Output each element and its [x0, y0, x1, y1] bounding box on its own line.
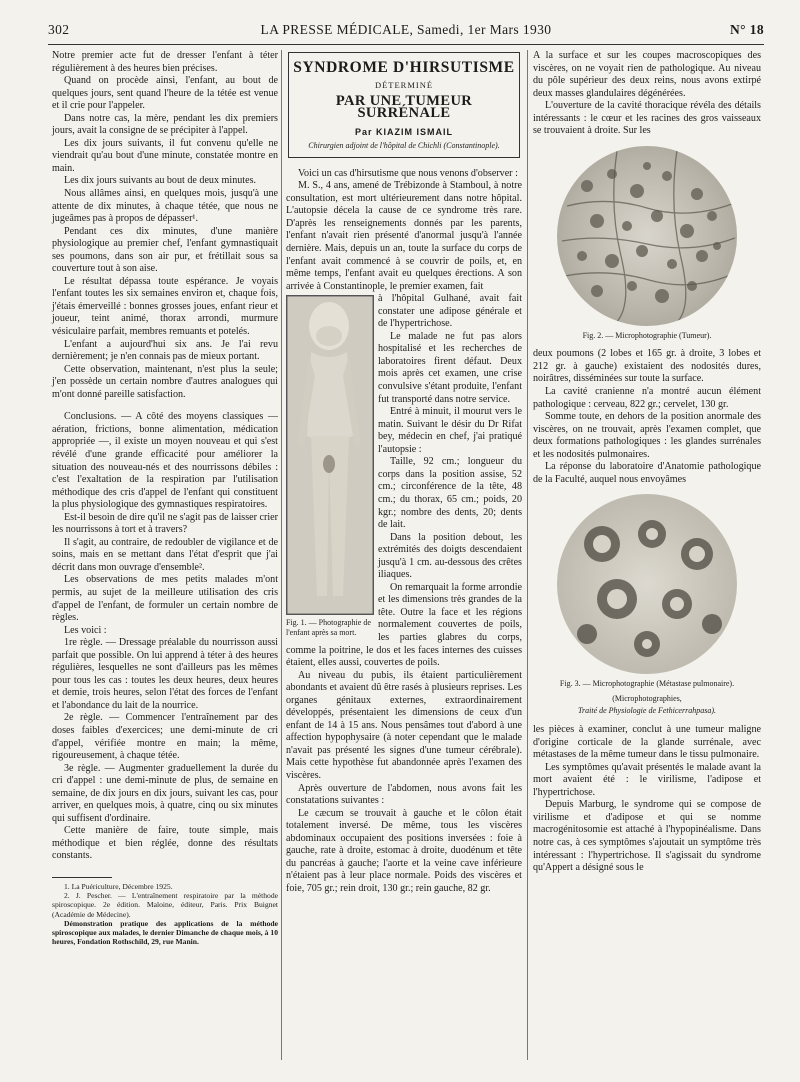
paragraph: Le malade ne fut pas alors hospitalisé et les recherches de laboratoires firent défaut. Deux mois après cet examen, une crise convulsive s'étant produite, l'enfant fut transporté dans notre service. — [378, 330, 522, 405]
paragraph: Voici un cas d'hirsutisme que nous venons d'observer : — [298, 167, 518, 179]
article-title-determined: DÉTERMINÉ — [374, 80, 434, 90]
rule-paragraph: 2e règle. — Commencer l'entraînement par des doses faibles d'exercices; une demi-minute de cri d'appel, vérifiée montre en main; la même, rigoureusement, à chaque tétée. — [52, 712, 278, 762]
figure-2-caption: Fig. 2. — Microphotographie (Tumeur). — [582, 330, 712, 340]
column-2 — [286, 50, 522, 895]
paragraph: Nous allâmes ainsi, en quelques mois, jusqu'à une attente de dix minutes, à chaque tétée, que nous ne jugeâmes pas à propos de dépasser¹. — [52, 188, 278, 225]
journal-title: LA PRESSE MÉDICALE, Samedi, 1er Mars 1930 — [260, 22, 552, 37]
footnote: 2. J. Pescher. — L'entraînement respiratoire par la méthode spiroscopique. 2e édition. Maloine, éditeur, Paris. Prix Buignet (Académie de Médecine). — [52, 891, 278, 919]
paragraph: L'enfant a aujourd'hui six ans. Je l'ai revu dernièrement; je n'en connais pas de mieux portant. — [52, 338, 278, 363]
paragraph: les pièces à examiner, conclut à une tumeur maligne d'origine corticale de la glande surrénale, avec métastases de la même tumeur dans le tissu pulmonaire. — [533, 724, 761, 761]
rule-paragraph: 3e règle. — Augmenter graduellement la durée du cri d'appel : une demi-minute de plus, de semaine en semaine, de dix jours en dix jours, suivant les cas, pour arriver, en quelques mois, à quatre, cinq ou six minutes qui suffisent d'ordinaire. — [52, 762, 278, 824]
micrograph-tumor — [557, 146, 737, 326]
paragraph: La cavité cranienne n'a montré aucun élément pathologique : cerveau, 822 gr.; cervelet, 130 gr. — [533, 386, 761, 410]
article-byline: Par KIAZIM ISMAIL — [354, 126, 453, 137]
paragraph: Cette observation, maintenant, n'est plus la seule; j'en possède un certain nombre d'autres analogues qui m'ont donné pareille satisfaction. — [52, 363, 278, 400]
paragraph: Est-il besoin de dire qu'il ne s'agit pas de laisser crier les nourrissons à tort et à travers? — [52, 511, 278, 536]
page-header — [48, 22, 764, 44]
paragraph: Notre premier acte fut de dresser l'enfant à téter régulièrement à des heures bien précises. — [52, 50, 278, 74]
figure-3-credit: (Microphotographies, — [612, 693, 682, 703]
paragraph: Au niveau du pubis, ils étaient particulièrement abondants et avaient dû être rasés à plusieurs reprises. Les organes génitaux externes, extraordinairement développés, présentaient les dimensions de ceux d'un enfant de 14 à 15 ans. Nous pensâmes tout d'abord à une affection hypophysaire (à noter cependant que le malade n'avait pas présenté les signes d'une tumeur cérébrale). Mais cette hypothèse fut abandonnée après l'examen des viscères. — [286, 669, 522, 781]
paragraph: Il s'agit, au contraire, de redoubler de vigilance et de soins, mais en se mettant dans l'état d'esprit que j'ai décrit dans mon ouvrage d'ensemble². — [52, 536, 278, 573]
column-divider — [527, 50, 528, 1060]
paragraph: Dans notre cas, la mère, pendant les dix premiers jours, avait la consigne de se précipiter à l'appel. — [52, 112, 278, 137]
footnote-note: Démonstration pratique des applications de la méthode spiroscopique aux malades, le dernier Dimanche de chaque mois, à 10 heures, Fondation Rothschild, 29, rue Manin. — [52, 918, 278, 947]
paragraph: Pendant ces dix minutes, d'une manière physiologique au premier chef, l'enfant gymnastiquait ses poumons, dans son air pur, et frétillait sous sa couverture tout à son aise. — [52, 225, 278, 275]
paragraph: Les observations de mes petits malades m'ont permis, au sujet de la meilleure utilisation des cris d'appel de l'enfant, de formuler un certain nombre de règles. — [52, 574, 278, 624]
footnote: 1. La Puériculture, Décembre 1925. — [64, 882, 173, 891]
paragraph: Les dix jours suivants, il fut convenu qu'elle ne viendrait qu'au bout d'une minute, constatée montre en main. — [52, 137, 278, 174]
paragraph: Les dix jours suivants au bout de deux minutes. — [64, 175, 257, 187]
header-rule — [48, 44, 764, 45]
paragraph: Taille, 92 cm.; longueur du corps dans la position assise, 52 cm.; circonférence de la tête, 48 cm.; du thorax, 65 cm.; poids, 20 kgr.; nombre des dents, 20; dents de lait. — [378, 456, 522, 531]
paragraph: Le résultat dépassa toute espérance. Je voyais l'enfant toutes les six semaines environ et, chaque fois, j'étais émerveillé : bonnes grosses joues, enfant rieur et joueur, teint animé, thorax arrondi, murmure vésiculaire parfait, membres remuants et potelés. — [52, 275, 278, 338]
paragraph: deux poumons (2 lobes et 165 gr. à droite, 3 lobes et 212 gr. à gauche) existaient des nodosités dures, noirâtres, disséminées sur toute la surface. — [533, 348, 761, 385]
article-title-box — [288, 52, 520, 158]
conclusions-paragraph: Conclusions. — A côté des moyens classiques — aération, frictions, bonne alimentation, médication appropriée —, il existe un moyen nouveau et qui s'est révélé d'une grande efficacité pour améliorer la situation des nouveau-nés et des nourrissons débiles : c'est l'exaltation de la respiration par l'utilisation méthodique des cris d'appel de l'enfant qui constituent la plus physiologique des gymnastiques respiratoires. — [52, 411, 278, 511]
footnote-rule — [52, 877, 112, 878]
paragraph: Entré à minuit, il mourut vers le matin. Suivant le désir du Dr Rifat bey, médecin en chef, j'ai pratiqué l'autopsie : — [378, 406, 522, 455]
paragraph: Somme toute, en dehors de la position anormale des viscères, on ne trouvait, après l'examen complet, que deux formations pathologiques : les glandes surrénales et les nodosités pulmonaires. — [533, 411, 761, 460]
page-number: 302 — [48, 22, 70, 37]
column-3 — [533, 50, 761, 875]
column-divider — [281, 50, 282, 1060]
paragraph: On remarquait la forme arrondie et les dimensions très grandes de la tête. Outre la face et les régions normalement couvertes de poils, les parties glabres du corps, comme la poitrine, le dos et les faces internes des cuisses étaient, elles aussi, couvertes de poils. — [286, 581, 522, 669]
paragraph: à l'hôpital Gulhané, avait fait constater une adipose générale et de l'hypertrichose. — [378, 293, 522, 330]
article-title-line2: PAR UNE TUMEUR SURRÉNALE — [335, 92, 473, 122]
paragraph: Le cæcum se trouvait à gauche et le côlon était totalement inversé. De même, tous les viscères abdominaux occupaient des positions inversées : foie à gauche, rate à droite, estomac à droite, duodénum et tête du pancréas à gauche; l'aorte et la veine cave inférieure n'étaient pas à leur place normale. Poids des viscères et foie, 705 gr.; rein droit, 130 gr.; rein gauche, 82 gr. — [286, 807, 522, 894]
paragraph: A la surface et sur les coupes macroscopiques des viscères, on ne voyait rien de pathologique. Au niveau du pôle supérieur des deux reins, nous avons extirpé deux masses glandulaires dégénérées. — [533, 50, 761, 99]
child-photograph — [286, 295, 374, 615]
micrograph-metastasis — [557, 494, 737, 674]
article-affiliation: Chirurgien adjoint de l'hôpital de Chichli (Constantinople). — [308, 141, 500, 151]
figure-3-caption: Fig. 3. — Microphotographie (Métastase pulmonaire). — [559, 679, 735, 689]
paragraph: Quand on procède ainsi, l'enfant, au bout de quelques jours, sent quand l'heure de la tétée est venue et il crie pour l'appeler. — [52, 75, 278, 112]
issue-number: N° 18 — [729, 22, 764, 37]
paragraph: Dans la position debout, les extrémités des doigts descendaient jusqu'à 1 cm. au-dessous des crêtes iliaques. — [378, 531, 522, 581]
column-1 — [52, 50, 278, 946]
article-title-line1: SYNDROME D'HIRSUTISME — [293, 59, 515, 76]
paragraph: Cette manière de faire, toute simple, mais méthodique et bien réglée, donne des résultats constants. — [52, 825, 278, 862]
paragraph: Après ouverture de l'abdomen, nous avons fait les constatations suivantes : — [286, 782, 522, 807]
figure-1-caption: Fig. 1. — Photographie de l'enfant après sa mort. — [286, 618, 371, 637]
paragraph: Les symptômes qu'avait présentés le malade avant la mort avaient été : le virilisme, l'adipose et l'hypertrichose. — [533, 761, 761, 798]
figure-1 — [286, 295, 372, 637]
figure-3-credit-source: Traité de Physiologie de Fethicerrahpasa). — [578, 706, 716, 716]
paragraph: Les voici : — [64, 624, 107, 636]
paragraph: M. S., 4 ans, amené de Trébizonde à Stamboul, à notre consultation, est mort ultérieurement dans notre hôpital. L'autopsie décela la cause de ce syndrome très rare. D'après les renseignements donnés par les parents, l'enfant n'avait rien présenté d'anormal jusqu'à l'année dernière. Mais, depuis un an, toute la surface du corps de l'enfant avait commencé à se couvrir de poils, et, en même temps, l'enfant avait eu quelques érections. A son arrivée à Constantinople, le premier examen, fait — [286, 180, 522, 292]
rule-paragraph: 1re règle. — Dressage préalable du nourrisson aussi parfait que possible. On lui apprend à téter à des heures régulières, lesquelles ne sont d'ailleurs pas les mêmes pour tous les cas : toutes les deux heures, deux heures et demie, trois heures, selon l'état des forces de l'enfant et l'abondance du lait de la nourrice. — [52, 637, 278, 711]
paragraph: La réponse du laboratoire d'Anatomie pathologique de la Faculté, auquel nous envoyâmes — [533, 461, 761, 485]
paragraph: L'ouverture de la cavité thoracique révéla des détails intéressants : le cœur et les racines des gros vaisseaux se trouvaient à droite. Sur les — [533, 100, 761, 137]
paragraph: Depuis Marburg, le syndrome qui se compose de virilisme et d'adipose et qui se nomme macrogénitosomie est attaché à l'hypopinéalisme. Dans notre cas, à ces symptômes s'ajoutait un symptôme très intéressant : l'hypertrichose. Il s'agissait du syndrome qu'Appert a désigné sous le — [533, 799, 761, 874]
